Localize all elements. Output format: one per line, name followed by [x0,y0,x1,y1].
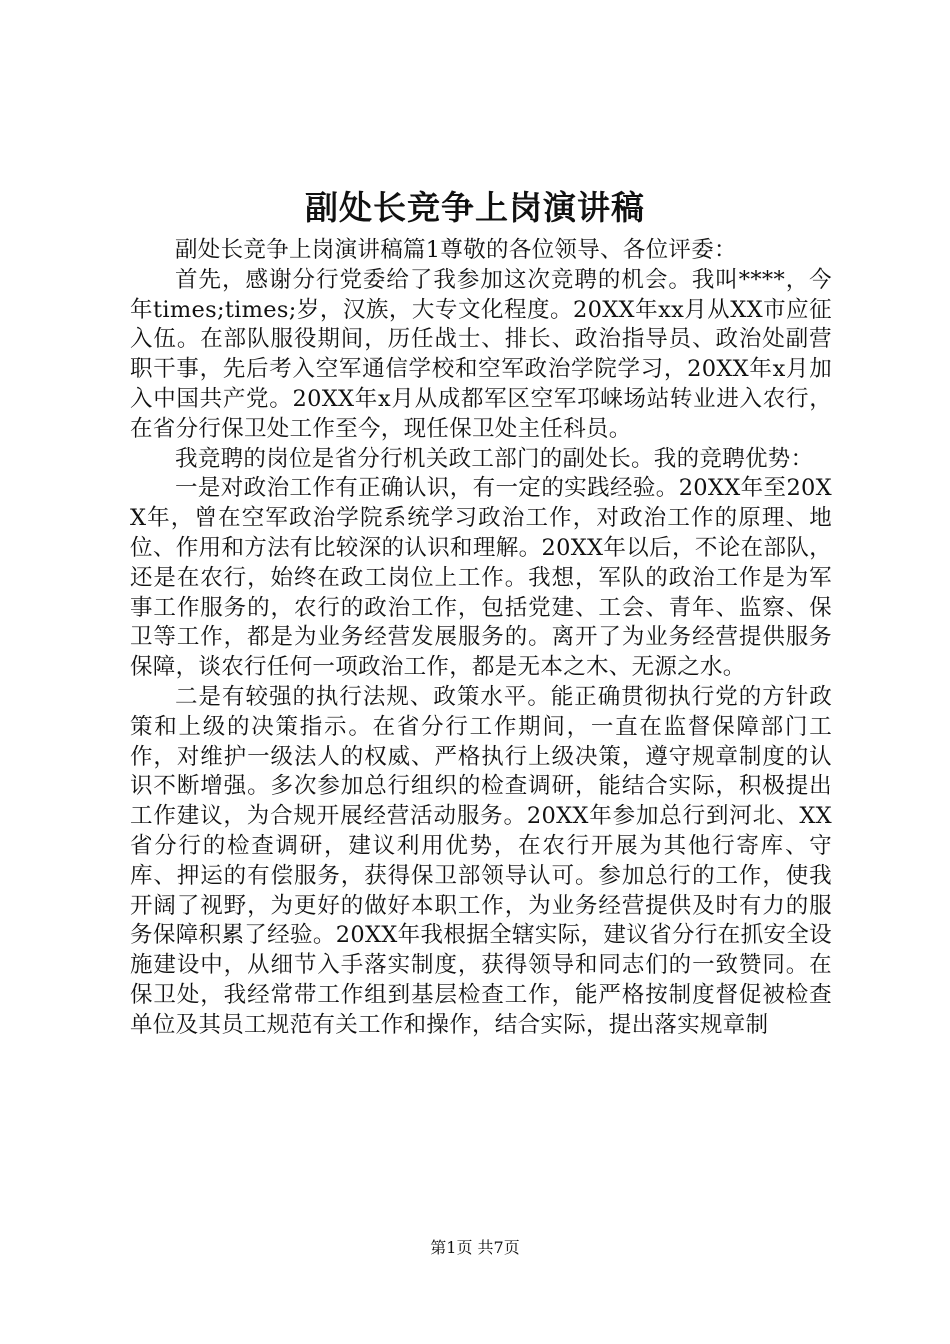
paragraph-advantage-one: 一是对政治工作有正确认识，有一定的实践经验。20XX年至20XX年，曾在空军政治学院系统学习政治工作，对政治工作的原理、地位、作用和方法有比较深的认识和理解。20XX年以后，不论在部队，还是在农行，始终在政工岗位上工作。我想，军队的政治工作是为军事工作服务的，农行的政治工作，包括党建、工会、青年、监察、保卫等工作，都是为业务经营发展服务的。离开了为业务经营提供服务保障，谈农行任何一项政治工作，都是无本之木、无源之水。 [130,475,832,681]
paragraph-intro: 副处长竞争上岗演讲稿篇1尊敬的各位领导、各位评委： [175,237,737,263]
page-footer: 第1页 共7页 [430,1238,520,1257]
paragraph-self-introduction: 首先，感谢分行党委给了我参加这次竞聘的机会。我叫****，今年times;times;岁，汉族，大专文化程度。20XX年xx月从XX市应征入伍。在部队服役期间，历任战士、排长、政治指导员、政治处副营职干事，先后考入空军通信学校和空军政治学院学习，20XX年x月加入中国共产党。20XX年x月从成都军区空军邛崃场站转业进入农行，在省分行保卫处工作至今，现任保卫处主任科员。 [130,266,832,442]
paragraph-advantage-two: 二是有较强的执行法规、政策水平。能正确贯彻执行党的方针政策和上级的决策指示。在省分行工作期间，一直在监督保障部门工作，对维护一级法人的权威、严格执行上级决策，遵守规章制度的认识不断增强。多次参加总行组织的检查调研，能结合实际，积极提出工作建议，为合规开展经营活动服务。20XX年参加总行到河北、XX省分行的检查调研，建议利用优势，在农行开展为其他行寄库、守库、押运的有偿服务，获得保卫部领导认可。参加总行的工作，使我开阔了视野，为更好的做好本职工作，为业务经营提供及时有力的服务保障积累了经验。20XX年我根据全辖实际，建议省分行在抓安全设施建设中，从细节入手落实制度，获得领导和同志们的一致赞同。在保卫处，我经常带工作组到基层检查工作，能严格按制度督促被检查单位及其员工规范有关工作和操作，结合实际，提出落实规章制 [130,683,832,1038]
document-title: 副处长竞争上岗演讲稿 [305,188,645,227]
document-body [130,236,832,1041]
paragraph-position: 我竞聘的岗位是省分行机关政工部门的副处长。我的竞聘优势： [175,445,814,472]
